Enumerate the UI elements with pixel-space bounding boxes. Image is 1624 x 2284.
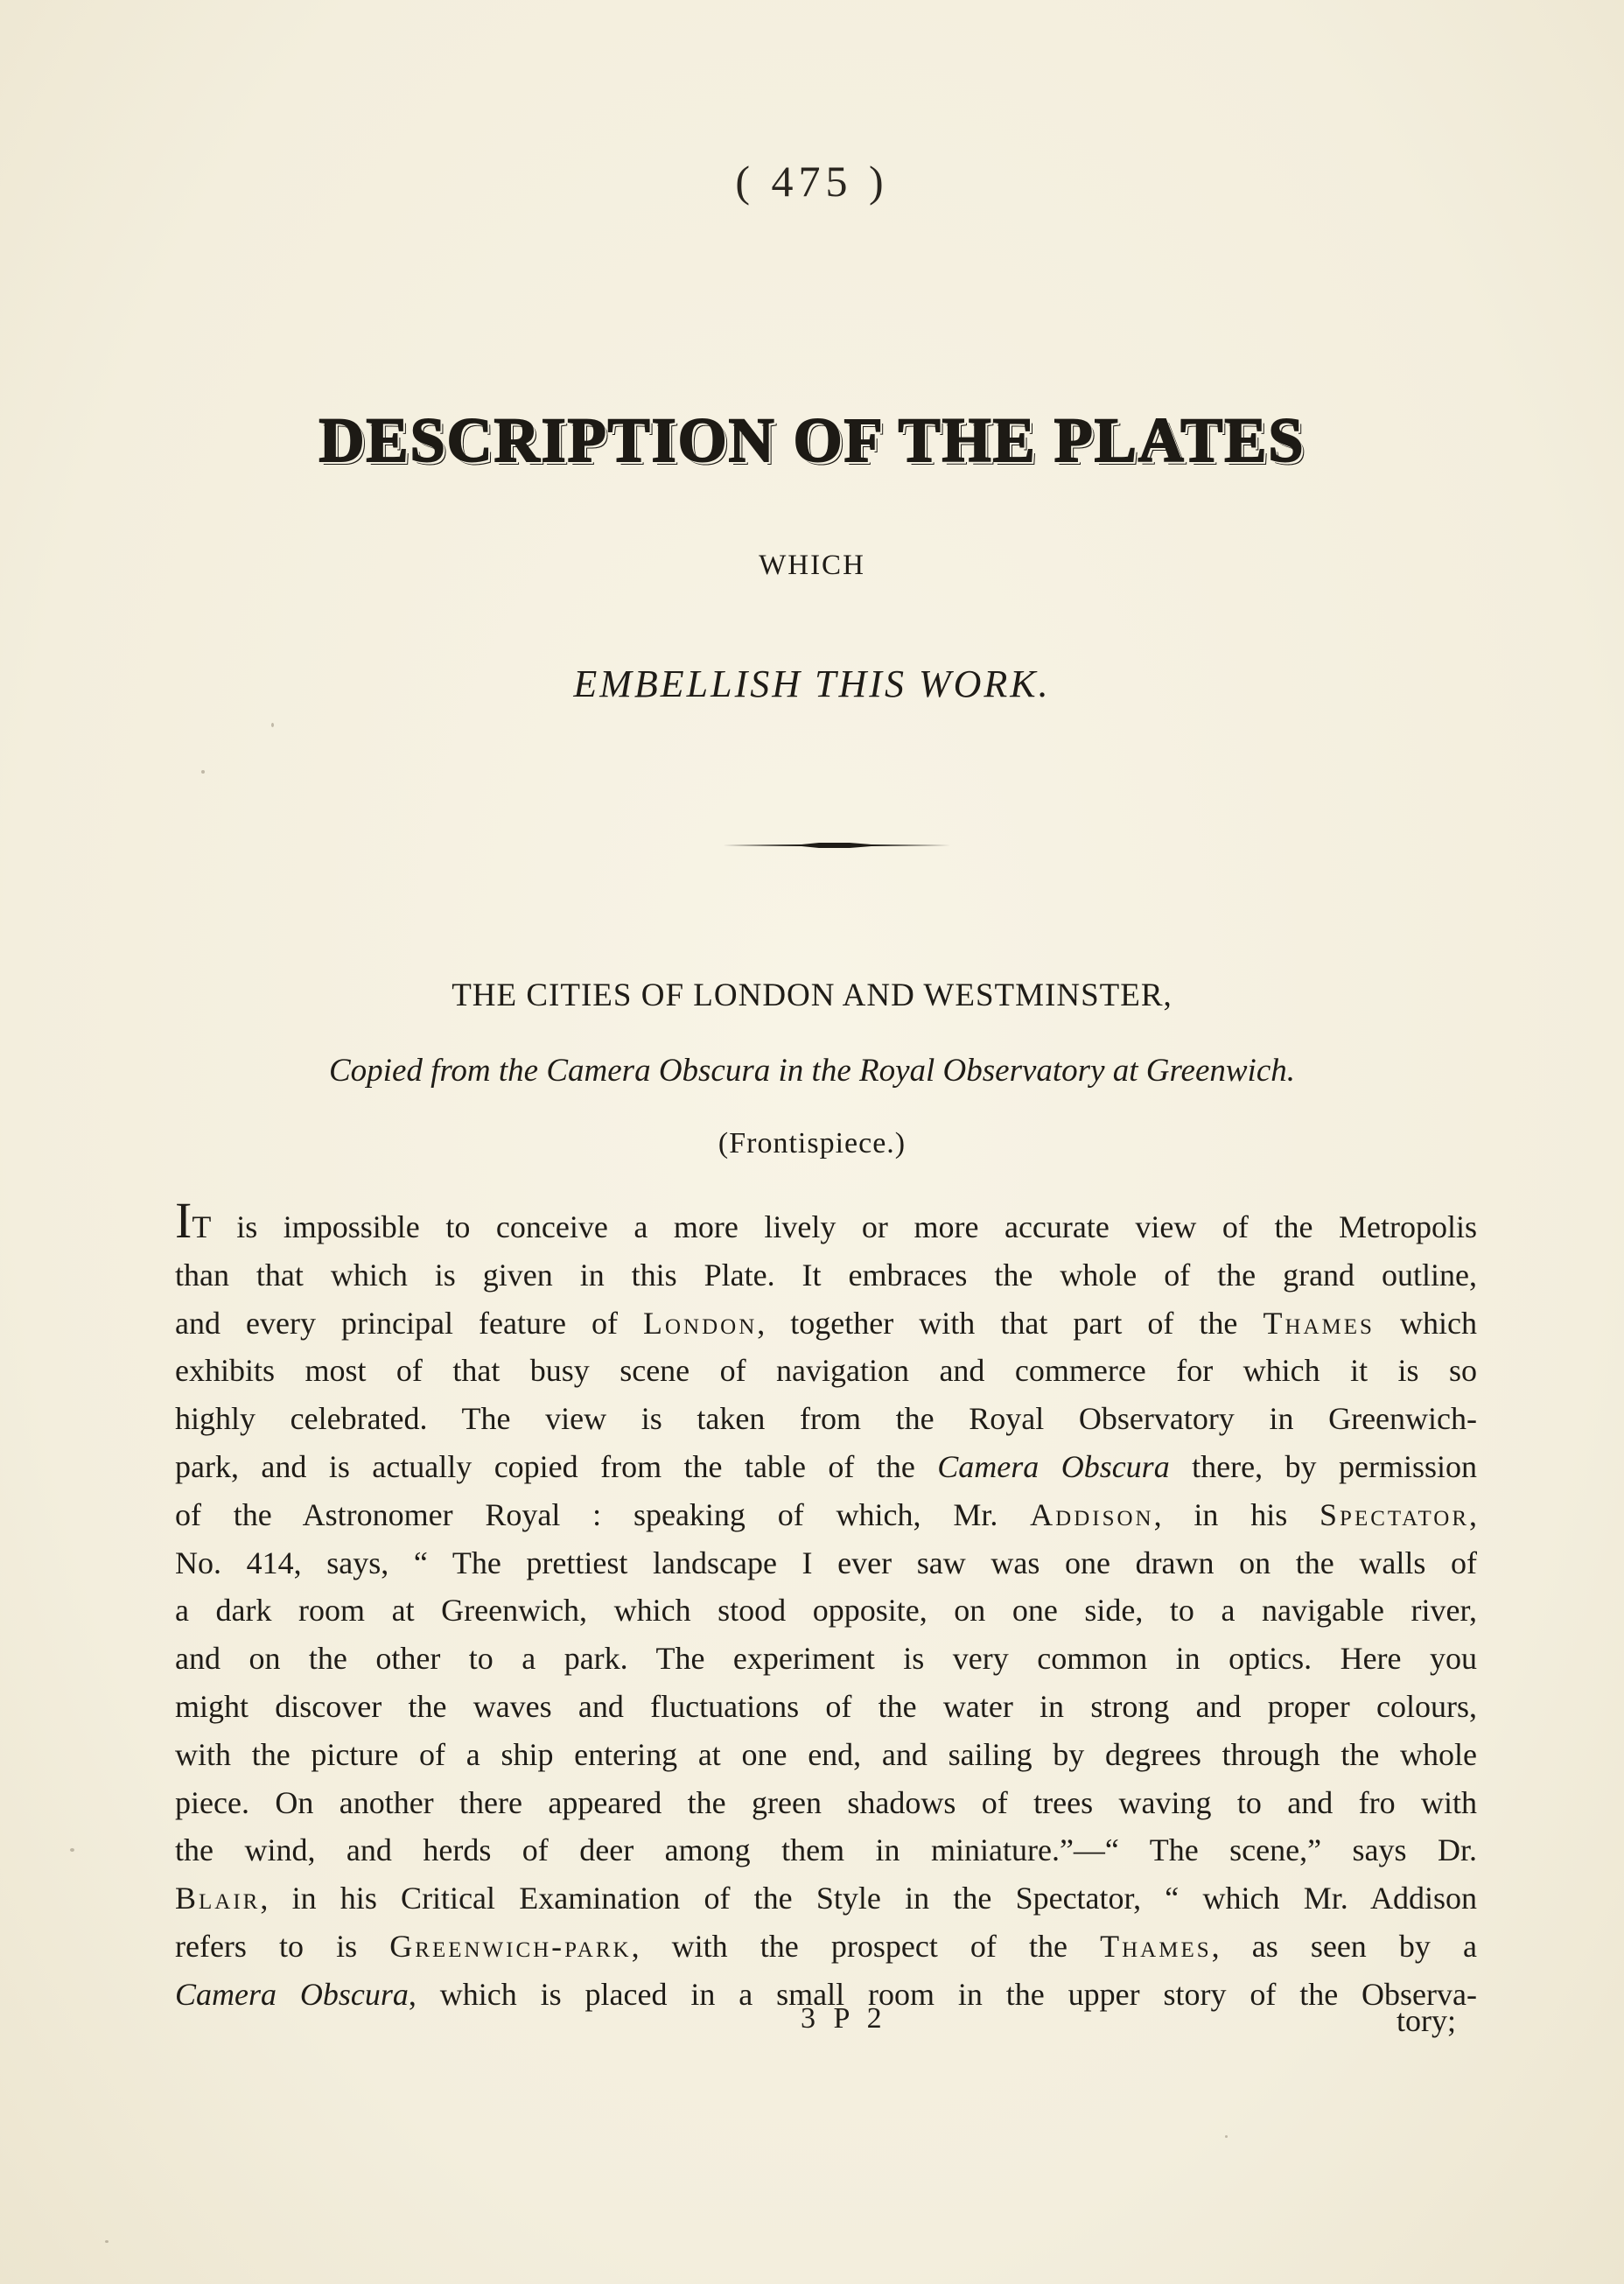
body-line <box>175 1539 1477 1587</box>
section-note: (Frontispiece.) <box>718 1127 906 1160</box>
body-line <box>175 1395 1477 1443</box>
printer-signature: 3 P 2 <box>801 2002 887 2035</box>
body-line <box>175 1779 1477 1827</box>
body-text-run: of the Astronomer Royal : speaking of which, Mr. <box>175 1496 1031 1532</box>
ornamental-rule <box>723 840 950 851</box>
body-line <box>175 1923 1477 1971</box>
body-text-run: exhibits most of that busy scene of navigation and commerce for which it is so <box>175 1353 1477 1389</box>
body-text-run: piece. On another there appeared the green shadows of trees waving to and fro with <box>175 1784 1477 1820</box>
body-line <box>175 1251 1477 1300</box>
body-line <box>175 1635 1477 1683</box>
body-text-run: than that which is given in this Plate. It embraces the whole of the grand outline, <box>175 1257 1477 1293</box>
body-text-run: Greenwich-park <box>389 1928 632 1964</box>
drop-capital: I <box>175 1203 192 1249</box>
paper-speck <box>105 2240 108 2243</box>
paper-speck <box>201 770 205 774</box>
paper-speck <box>1225 2135 1228 2138</box>
body-text-run: the wind, and herds of deer among them in miniature.”—“ The scene,” says Dr. <box>175 1832 1477 1868</box>
body-text-run: Blair <box>175 1881 261 1916</box>
paper-speck <box>271 723 274 727</box>
body-line <box>175 1491 1477 1539</box>
body-line <box>175 1683 1477 1731</box>
section-heading: THE CITIES OF LONDON AND WESTMINSTER, <box>452 977 1172 1013</box>
body-text-run: which <box>1374 1305 1477 1341</box>
body-text-run: and every principal feature of <box>175 1305 643 1341</box>
body-line <box>175 1826 1477 1874</box>
body-line <box>175 1347 1477 1395</box>
page-title-text: DESCRIPTION OF THE PLATES <box>318 405 1306 475</box>
body-text-run: No. 414, says, “ The prettiest landscape I ever saw was one drawn on the walls of <box>175 1545 1477 1580</box>
catchword: tory; <box>1396 2003 1456 2038</box>
body-text-run: Thames <box>1100 1928 1212 1964</box>
body-line <box>175 1203 1477 1251</box>
body-text-run: , in his Critical Examination of the Style in the Spectator, “ which Mr. Addison <box>260 1881 1477 1916</box>
body-text-run: , <box>1469 1496 1477 1532</box>
body-line <box>175 1587 1477 1635</box>
body-text-run: Thames <box>1263 1305 1375 1341</box>
body-text-run: with the picture of a ship entering at one end, and sailing by degrees through the whole <box>175 1736 1477 1772</box>
body-text-run: refers to is <box>175 1928 390 1964</box>
paper-speck <box>70 1848 74 1852</box>
page-title <box>0 404 1624 477</box>
body-text-run: highly celebrated. The view is taken from the Royal Observatory in Greenwich- <box>175 1401 1477 1437</box>
section-subheading: Copied from the Camera Obscura in the Royal Observatory at Greenwich. <box>328 1053 1296 1089</box>
body-text-run: , with the prospect of the <box>631 1928 1101 1964</box>
body-text-run: and on the other to a park. The experiment is very common in optics. Here you <box>175 1641 1477 1677</box>
body-text-run: , as seen by a <box>1211 1928 1477 1964</box>
body-text-run: park, and is actually copied from the table of the <box>175 1448 938 1484</box>
body-text-run: T is impossible to conceive a more lively or more accurate view of the Metropolis <box>192 1209 1477 1244</box>
body-text-run: there, by permission <box>1169 1448 1477 1484</box>
body-text-run: a dark room at Greenwich, which stood opposite, on one side, to a navigable river, <box>175 1593 1477 1629</box>
body-line <box>175 1731 1477 1779</box>
body-text-run: Camera Obscura <box>937 1448 1170 1484</box>
body-text-run: Addison <box>1030 1496 1154 1532</box>
body-line <box>175 1443 1477 1491</box>
title-continuation: EMBELLISH THIS WORK. <box>573 662 1051 705</box>
page-number: ( 475 ) <box>735 157 889 206</box>
body-text-run: , in his <box>1153 1496 1320 1532</box>
body-text-run: Camera Obscura <box>175 1976 409 2012</box>
body-line <box>175 1874 1477 1923</box>
body-text-run: , together with that part of the <box>757 1305 1264 1341</box>
body-text <box>175 1203 1477 2019</box>
body-text-run: might discover the waves and fluctuations of the water in strong and proper colours, <box>175 1688 1477 1724</box>
title-connector: WHICH <box>759 550 865 581</box>
body-text-run: London <box>643 1305 758 1341</box>
body-line <box>175 1300 1477 1348</box>
body-text-run: Spectator <box>1320 1496 1470 1532</box>
body-text-run: , which is placed in a small room in the upper story of the Observa- <box>408 1976 1477 2012</box>
